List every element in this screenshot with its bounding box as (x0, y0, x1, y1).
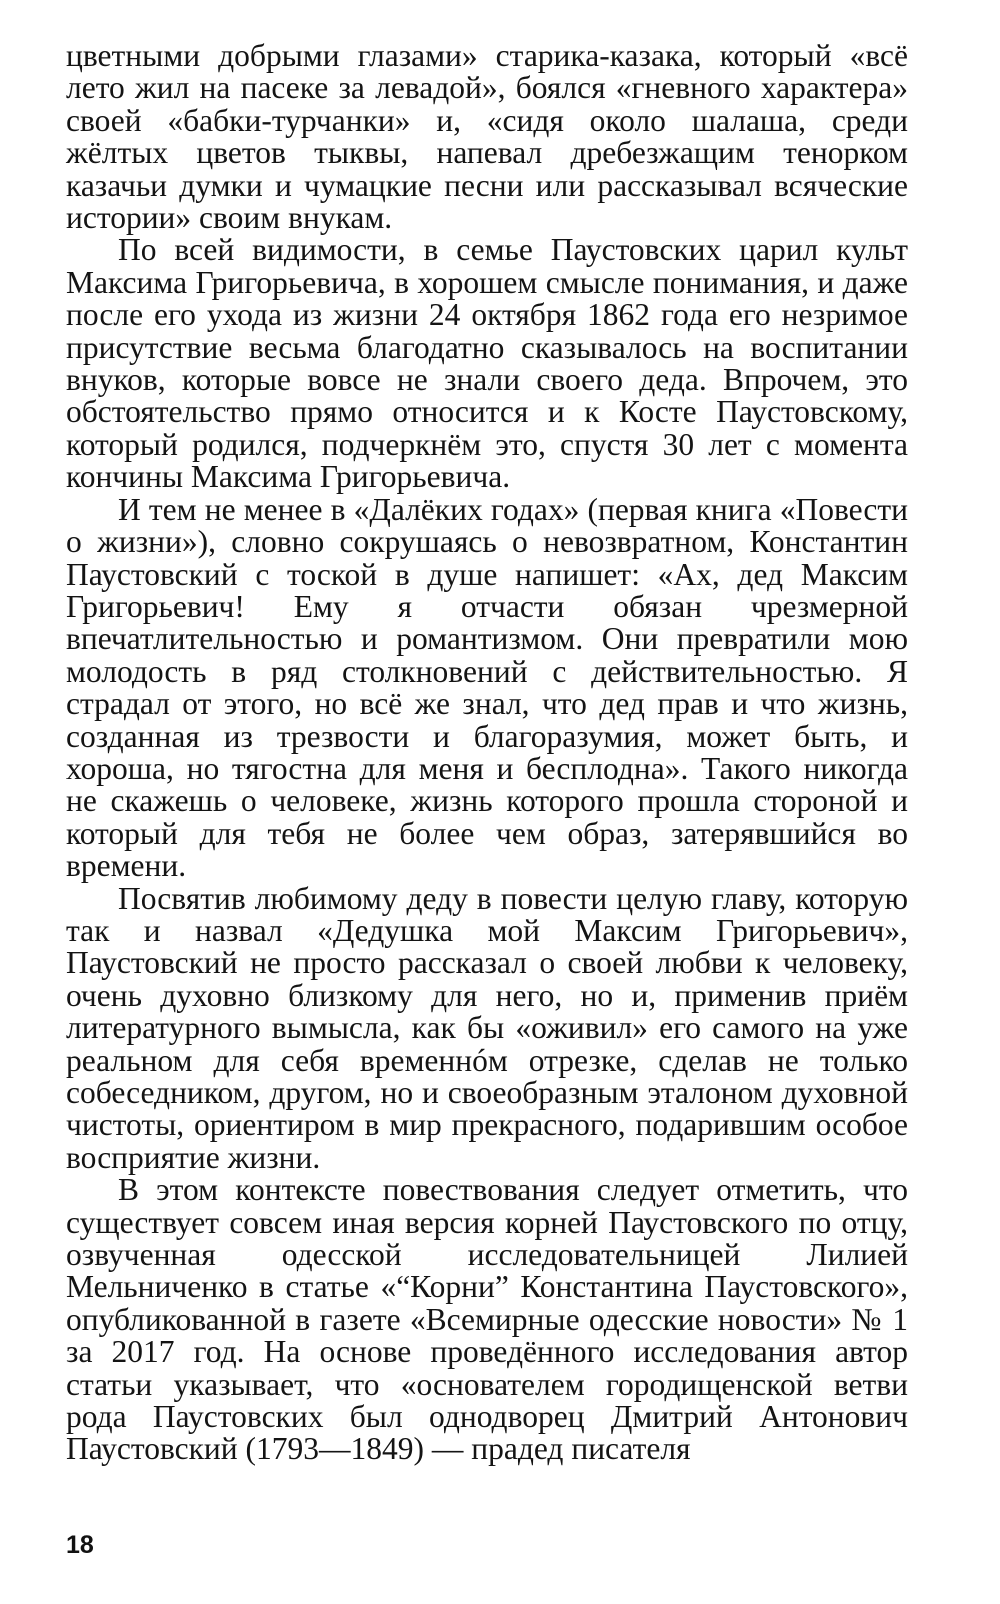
paragraph-2: По всей видимости, в семье Паустовских царил культ Максима Григорьевича, в хорошем смысле понимания, и даже после его ухода из жизни 24 октября 1862 года его незримое присутствие весьма благодатно сказывалось на воспитании внуков, которые вовсе не знали своего деда. Впрочем, это обстоятельство прямо относится и к Косте Паустовскому, который родился, подчеркнём это, спустя 30 лет с момента кончины Максима Григорьевича. (66, 232, 908, 495)
paragraph-3: И тем не менее в «Далёких годах» (первая книга «Повести о жизни»), словно сокрушаясь о невозвратном, Константин Паустовский с тоской в душе напишет: «Ах, дед Максим Григорьевич! Ему я отчасти обязан чрезмерной впечатлительностью и романтизмом. Они превратили мою молодость в ряд столкновений с действительностью. Я страдал от этого, но всё же знал, что дед прав и что жизнь, созданная из трезвости и благоразумия, может быть, и хороша, но тягостна для меня и бесплодна». Такого никогда не скажешь о человеке, жизнь которого прошла стороной и который для тебя не более чем образ, затерявшийся во времени. (66, 491, 908, 884)
paragraph-1: цветными добрыми глазами» старика-казака, который «всё лето жил на пасеке за левадой», боялся «гневного характера» своей «бабки-турчанки» и, «сидя около шалаша, среди жёлтых цветов тыквы, напевал дребезжащим тенорком казачьи думки и чумацкие песни или рассказывал всяческие истории» своим внукам. (66, 38, 908, 236)
page-number: 18 (66, 1531, 94, 1559)
book-page-text (66, 40, 908, 1466)
paragraph-4: Посвятив любимому деду в повести целую главу, которую так и назвал «Дедушка мой Максим Григорьевич», Паустовский не просто рассказал о своей любви к человеку, очень духовно близкому для него, но и, применив приём литературного вымысла, как бы «оживил» его самого на уже реальном для себя временнóм отрезке, сделав не только собеседником, другом, но и своеобразным эталоном духовной чистоты, ориентиром в мир прекрасного, подарившим особое восприятие жизни. (66, 880, 908, 1175)
paragraph-5: В этом контексте повествования следует отметить, что существует совсем иная версия корней Паустовского по отцу, озвученная одесской исследовательницей Лилией Мельниченко в статье «“Корни” Константина Паустовского», опубликованной в газете «Всемирные одесские новости» № 1 за 2017 год. На основе проведённого исследования автор статьи указывает, что «основателем городищенской ветви рода Паустовских был однодворец Дмитрий Антонович Паустовский (1793—1849) — прадед писателя (66, 1172, 908, 1467)
